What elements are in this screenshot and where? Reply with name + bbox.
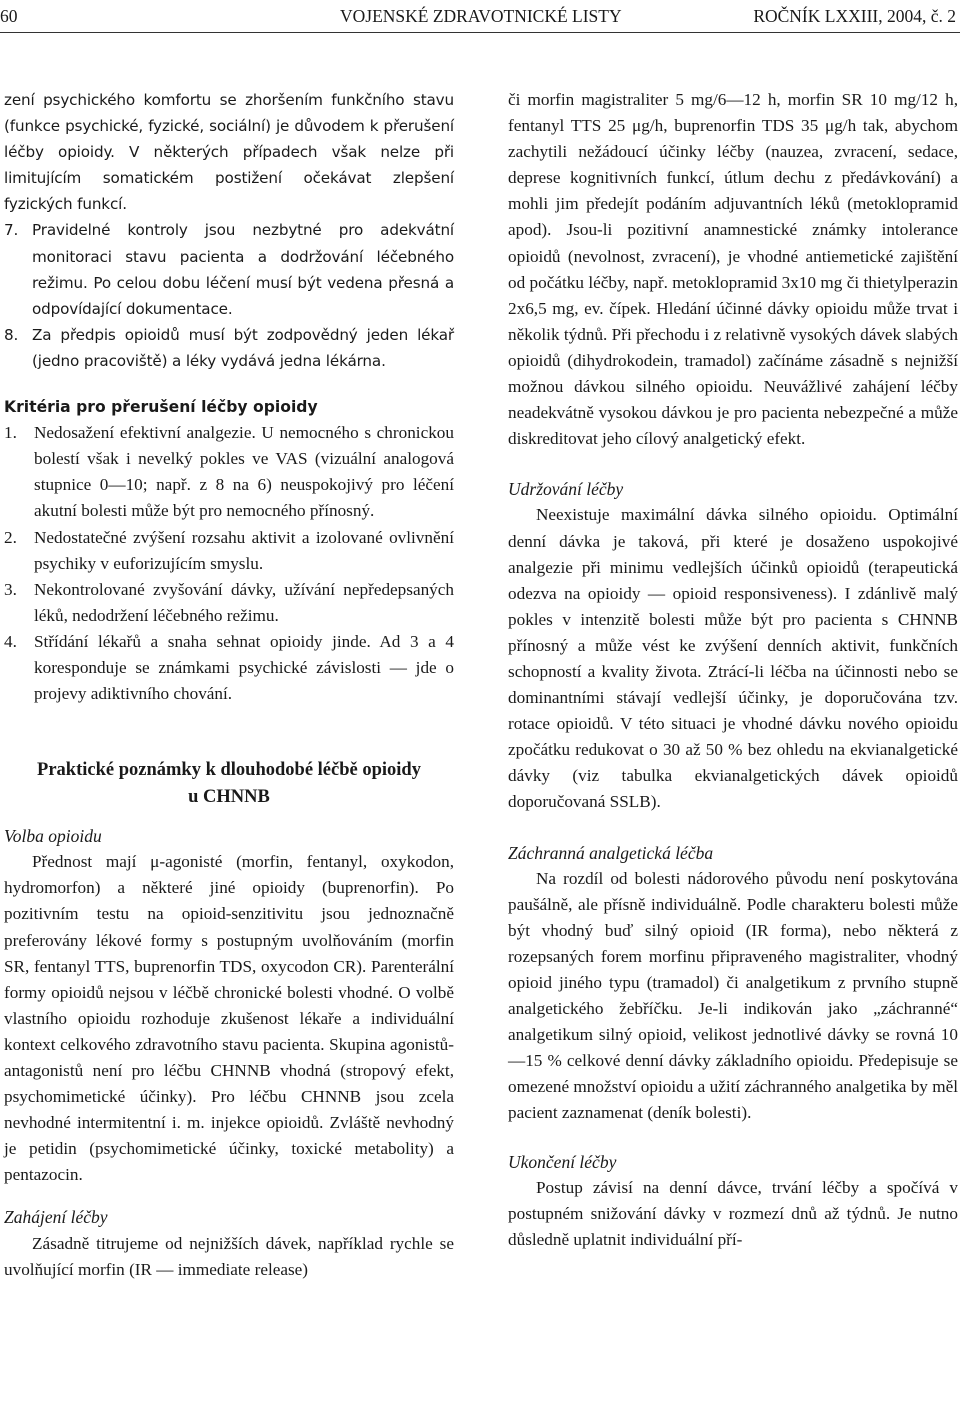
section-title-line-2: u CHNNB xyxy=(188,787,270,808)
list-item-text: Pravidelné kontroly jsou nezbytné pro adekvátní monitoraci stavu pacienta a dodržování léčebného režimu. Po celou dobu léčení musí být vedena přesná a odpovídající dokumentace. xyxy=(32,221,454,318)
criteria-heading: Kritéria pro přerušení léčby opioidy xyxy=(4,398,318,417)
page-number: 60 xyxy=(0,6,18,26)
udrzovani-paragraph: Neexistuje maximální dávka silného opioidu. Optimální denní dávka je taková, při které je dosaženo uspokojivé analgezie při minimu vedlejších účinků opioidů (terapeutická odezva na opioidy — opioid responsiveness). I zdánlivě malý pokles v intenzitě bolesti může být pro pacienta s CHNNB přínosný a může vést ke zvýšení denních aktivit, funkčních schopností a kvality života. Ztrácí-li léčba na účinnosti nebo se dominantními stávají vedlejší účinky, je doporučována tzv. rotace opioidů. V této situaci je vhodné dávku nového opioidu zpočátku redukovat o 30 až 50 % bez ohledu na ekvianalgetické dávky (viz tabulka ekvianalgetických dávek opioidů doporučovaná SSLB). xyxy=(508,505,958,812)
zachranna-subheading: Záchranná analgetická léčba xyxy=(508,842,714,863)
ukonceni-paragraph: Postup závisí na denní dávce, trvání léčby a spočívá v postupném snižování dávky v rozmezí dnů až týdnů. Je nutno důsledně uplatnit individuální pří- xyxy=(508,1177,958,1249)
criteria-text: Nedosažení efektivní analgezie. U nemocného s chronickou bolestí však i nevelký pokles ve VAS (vizuální analogová stupnice 0—10; např. z 8 na 6) neuspokojivý pro léčení akutní bolesti může být pro nemocného přínosný. xyxy=(34,423,454,521)
criteria-item-3 xyxy=(4,577,454,629)
zahajeni-subheading: Zahájení léčby xyxy=(4,1207,108,1228)
list-item-text: Za předpis opioidů musí být zodpovědný jeden lékař (jedno pracoviště) a léky vydává jedna lékárna. xyxy=(32,325,454,370)
criteria-number: 3. xyxy=(4,579,17,599)
left-column xyxy=(4,87,454,1283)
list-item-number: 7. xyxy=(4,221,19,240)
volba-paragraph: Přednost mají μ-agonisté (morfin, fentanyl, oxykodon, hydromorfon) a některé jiné opioidy (buprenorfin). Po pozitivním testu na opioid-senzitivitu jsou jednoznačně preferovány lékové formy s postupným uvolňováním (morfin SR, fentanyl TTS, buprenorfin TDS, oxycodon CR). Parenterální formy opioidů nejsou v léčbě chronické bolesti vhodné. O volbě vlastního opioidu rozhoduje zkušenost lékaře a individuální kontext celkového zdravotního stavu pacienta. Skupina agonistů-antagonistů není pro léčbu CHNNB vhodná (stropový efekt, psychomimetické účinky). Pro léčbu CHNNB jsou zcela nevhodné intermitentní i. m. injekce opioidů. Zvláště nevhodný je petidin (psychomimetické účinky, toxické metabolity) a pentazocin. xyxy=(4,852,454,1185)
criteria-number: 4. xyxy=(4,631,17,651)
criteria-item-2 xyxy=(4,525,454,577)
criteria-text: Střídání lékařů a snaha sehnat opioidy jinde. Ad 3 a 4 koresponduje se známkami psychické závislosti — jde o projevy adiktivního chování. xyxy=(34,631,454,704)
list-item-number: 8. xyxy=(4,325,19,344)
volba-subheading: Volba opioidu xyxy=(4,826,102,847)
section-title-line-1: Praktické poznámky k dlouhodobé léčbě opioidy xyxy=(37,760,421,781)
criteria-item-1 xyxy=(4,420,454,524)
list-item-8 xyxy=(4,322,454,374)
zahajeni-paragraph: Zásadně titrujeme od nejnižších dávek, například rychle se uvolňující morfin (IR — immediate release) xyxy=(4,1233,454,1279)
left-continuation-paragraph: zení psychického komfortu se zhoršením funkčního stavu (funkce psychické, fyzické, sociální) je důvodem k přerušení léčby opioidy. V některých případech však nelze při limitujícím somatickém postižení očekávat zlepšení fyzických funkcí. xyxy=(4,91,454,214)
right-column xyxy=(508,87,958,1253)
criteria-number: 2. xyxy=(4,527,17,547)
list-item-7 xyxy=(4,217,454,321)
running-header xyxy=(0,0,960,34)
zachranna-paragraph: Na rozdíl od bolesti nádorového původu není poskytována paušálně, ale přísně individuálně. Podle charakteru bolesti může být vhodný buď silný opioid (IR forma), nebo některá z rozepsaných forem morfinu připraveného magistraliter, vhodný opioid jiného typu (tramadol) či analgetikum z prvního stupně analgetického žebříčku. Je-li indikován jako „záchranné“ analgetikum silný opioid, velikost jednotlivé dávky se rovná 10—15 % celkové denní dávky základního opioidu. Předepisuje se omezené množství opioidu a užití záchranného analgetika by měl pacient zaznamenat (deník bolesti). xyxy=(508,868,958,1123)
criteria-text: Nedostatečné zvýšení rozsahu aktivit a izolované ovlivnění psychiky v euforizujícím smyslu. xyxy=(34,527,454,573)
criteria-text: Nekontrolované zvyšování dávky, užívání nepředepsaných léků, nedodržení léčebného režimu. xyxy=(34,579,454,625)
criteria-item-4 xyxy=(4,629,454,707)
volume-info: ROČNÍK LXXIII, 2004, č. 2 xyxy=(753,6,956,26)
right-continuation-paragraph: či morfin magistraliter 5 mg/6—12 h, morfin SR 10 mg/12 h, fentanyl TTS 25 μg/h, buprenorfin TDS 35 μg/h tak, abychom zachytili nežádoucí účinky léčby (nauzea, zvracení, sedace, deprese kognitivních funkcí, útlum dechu z předávkování) a mohli jim předejít podáním adjuvantních léků (metoklopramid apod). Jsou-li pozitivní anamnestické známky intolerance opioidů (nevolnost, zvracení), je vhodné antiemetické zajištění od počátku léčby, např. metoklopramid 3x10 mg či thietylperazin 2x6,5 mg, ev. čípek. Hledání účinné dávky opioidu může trvat i několik týdnů. Při přechodu i z relativně vysokých dávek slabých opioidů (dihydrokodein, tramadol) začínáme zásadně s nejnižší možnou dávkou silného opioidu. Neuvážlivé zahájení léčby neadekvátně vysokou dávkou je pro pacienta nebezpečné a může diskreditovat jeho cílový analgetický efekt. xyxy=(508,90,958,449)
journal-name: VOJENSKÉ ZDRAVOTNICKÉ LISTY xyxy=(340,6,622,26)
header-rule xyxy=(0,32,960,33)
ukonceni-subheading: Ukončení léčby xyxy=(508,1151,617,1172)
udrzovani-subheading: Udržování léčby xyxy=(508,479,624,500)
criteria-number: 1. xyxy=(4,423,17,443)
section-title xyxy=(4,757,454,811)
